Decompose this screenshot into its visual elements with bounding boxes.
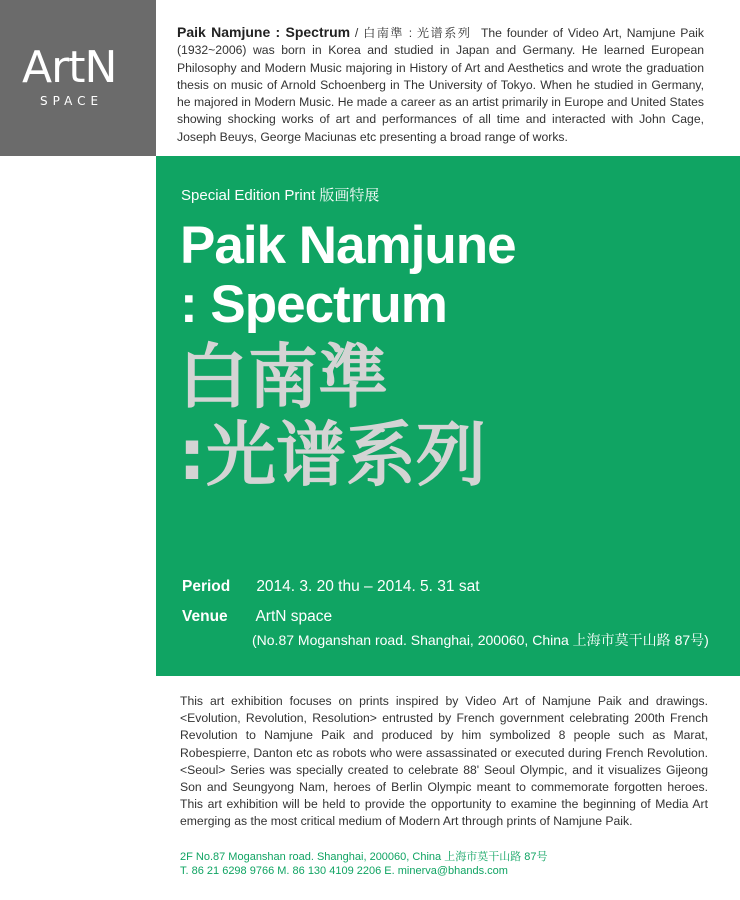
period-value: 2014. 3. 20 thu – 2014. 5. 31 sat xyxy=(256,578,480,595)
logo-text: ArtN xyxy=(22,42,117,93)
footer-address: 2F No.87 Moganshan road. Shanghai, 200060, China 上海市莫干山路 87号 xyxy=(180,851,548,863)
venue-label: Venue xyxy=(182,608,228,625)
intro-title: Paik Namjune : Spectrum xyxy=(177,24,351,40)
period-label: Period xyxy=(182,578,231,595)
title-cn-line2: :光谱系列 xyxy=(178,414,486,496)
intro-paragraph xyxy=(177,24,704,146)
footer-contact: T. 86 21 6298 9766 M. 86 130 4109 2206 E. minerva@bhands.com xyxy=(180,865,508,877)
period-row xyxy=(182,578,480,596)
venue-value: ArtN space xyxy=(255,608,333,625)
venue-row xyxy=(182,608,709,650)
edition-label: Special Edition Print 版画特展 xyxy=(181,187,380,204)
footer xyxy=(180,850,547,878)
intro-body: The founder of Video Art, Namjune Paik (1932~2006) was born in Korea and studied in Japan and Germany. He learned European Philosophy and Modern Music majoring in History of Art and Aesthetics and wrote the graduation thesis on music of Arnold Schoenberg in The University of Tokyo. When he studied in Germany, he majored in Modern Music. He made a career as an artist primarily in Europe and United States showing shocking works of art and performances of all time and interacted with John Cage, Joseph Beuys, George Maciunas etc presenting a broad range of works. xyxy=(177,26,704,144)
poster-panel xyxy=(156,156,740,676)
exhibition-description: This art exhibition focuses on prints inspired by Video Art of Namjune Paik and drawings. <Evolution, Revolution, Resolution> entrusted by French government celebrating 200th French Revolution to Namjune Paik and produced by him symbolized 8 people such as Marat, Robespierre, Danton etc as robots who were assassinated or executed during French Revolution. <Seoul> Series was specially created to celebrate 88' Seoul Olympic, and it visualizes Gijeong Son and Seungyong Nam, heroes of Berlin Olympic meant to commemorate forgotten heroes. This art exhibition will be held to provide the opportunity to examine the beginning of Media Art emerging as the most critical medium of Modern Art through prints of Namjune Paik. xyxy=(180,694,708,829)
logo-subtext: SPACE xyxy=(40,94,104,108)
title-chinese xyxy=(178,338,486,494)
logo-block xyxy=(0,0,156,156)
title-en-line2: : Spectrum xyxy=(180,275,447,334)
title-english xyxy=(180,216,516,334)
venue-address: (No.87 Moganshan road. Shanghai, 200060, China 上海市莫干山路 87号) xyxy=(252,632,709,648)
title-cn-line1: 白南準 xyxy=(178,336,388,418)
title-en-line1: Paik Namjune xyxy=(180,216,516,275)
intro-title-cn: / 白南準 : 光谱系列 xyxy=(350,26,472,40)
